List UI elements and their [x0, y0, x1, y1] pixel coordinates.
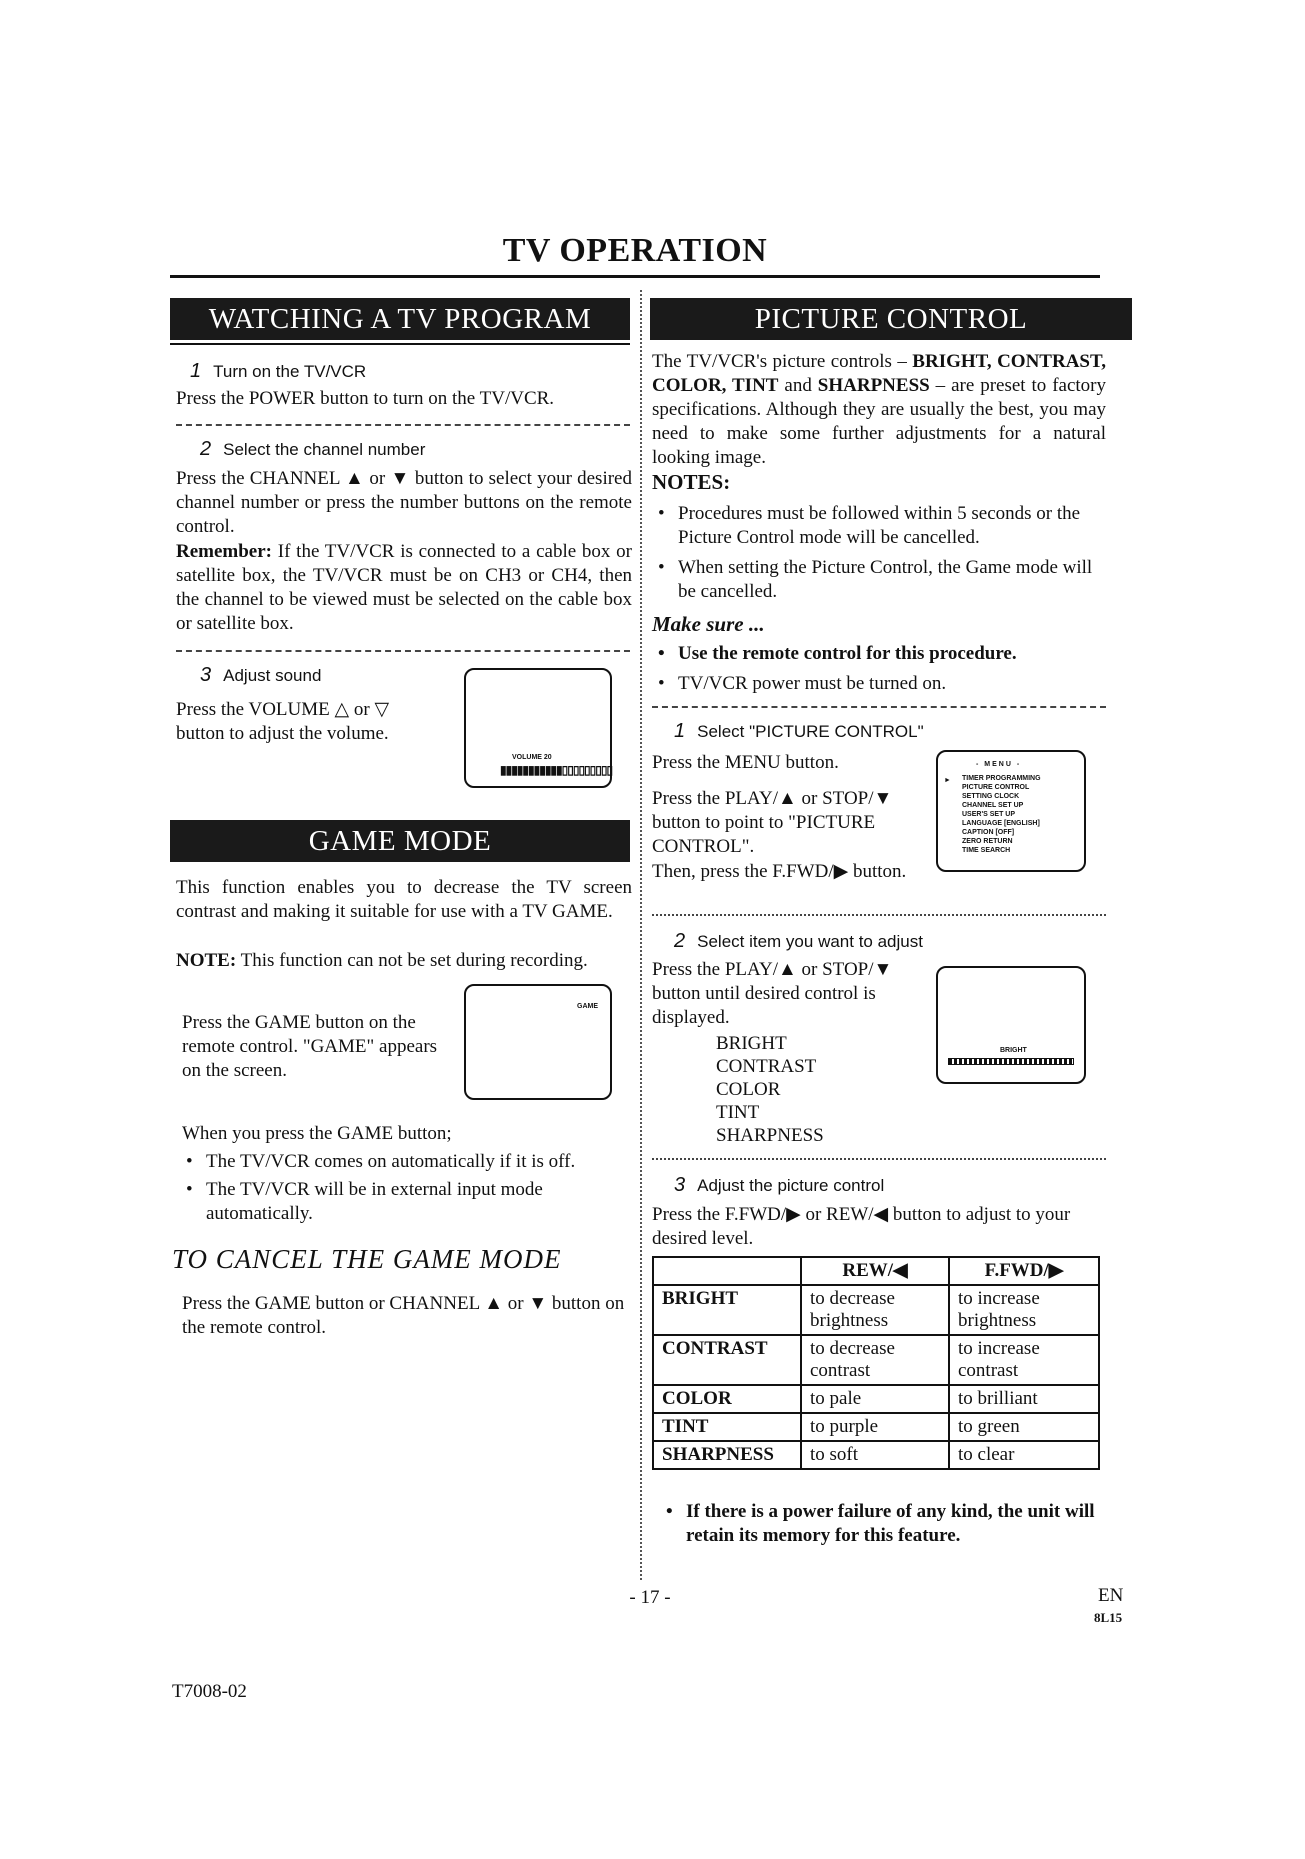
title-rule	[170, 275, 1100, 278]
volume-value: 20	[543, 754, 552, 761]
table-row	[653, 1285, 1099, 1335]
makesure-heading: Make sure ...	[652, 612, 765, 636]
list-item: CONTRAST	[716, 1056, 817, 1077]
language-code: EN	[1098, 1585, 1124, 1606]
note-text: This function can not be set during recording.	[236, 950, 588, 971]
step-number: 2	[674, 930, 686, 952]
notes-heading: NOTES:	[652, 470, 731, 494]
game-when-text: When you press the GAME button;	[182, 1123, 452, 1144]
table-cell: COLOR	[653, 1385, 801, 1413]
notes-list	[652, 502, 1106, 604]
volume-label: VOLUME	[512, 754, 542, 761]
table-cell: to decrease brightness	[801, 1285, 949, 1335]
picture-step3-heading	[674, 1174, 884, 1197]
table-row	[653, 1413, 1099, 1441]
intro-text: – are preset to factory specifications. Although they are usually the best, you may need to make some further adjustments for a natural looking image.	[652, 375, 1106, 468]
menu-item: USER'S SET UP	[962, 811, 1016, 818]
step-number: 1	[190, 360, 202, 382]
menu-item: TIMER PROGRAMMING	[962, 775, 1041, 782]
table-header: F.FWD/▶	[949, 1257, 1099, 1285]
menu-item: CHANNEL SET UP	[962, 802, 1024, 809]
picture-step2-text: Press the PLAY/▲ or STOP/▼ button until desired control is displayed.	[652, 959, 893, 1028]
adjust-screen-label: BRIGHT	[1000, 1047, 1027, 1054]
step-title: Select the channel number	[223, 440, 426, 459]
list-item: SHARPNESS	[716, 1125, 824, 1146]
volume-bar: ▮▮▮▮▮▮▮▮▮▮▮▯▯▯▯▯▯▯▯▯	[500, 763, 613, 777]
picture-step1-line2: Press the PLAY/▲ or STOP/▼ button to point to "PICTURE CONTROL".	[652, 788, 893, 857]
table-cell: to green	[949, 1413, 1099, 1441]
makesure-list	[652, 642, 1106, 696]
step-title: Turn on the TV/VCR	[213, 362, 367, 381]
picture-step2-heading	[674, 930, 923, 953]
volume-screen	[464, 668, 612, 788]
picture-step1-heading	[674, 720, 924, 743]
step-separator	[176, 424, 630, 426]
model-code: 8L15	[1094, 1610, 1123, 1625]
watching-step1-text: Press the POWER button to turn on the TV/VCR.	[176, 388, 555, 409]
cancel-heading: TO CANCEL THE GAME MODE	[172, 1244, 562, 1274]
table-cell: CONTRAST	[653, 1335, 801, 1385]
game-intro: This function enables you to decrease the TV screen contrast and making it suitable for use with a TV GAME.	[176, 877, 632, 922]
menu-list	[962, 774, 1041, 855]
footer-note	[660, 1500, 1120, 1548]
table-cell: SHARPNESS	[653, 1441, 801, 1469]
table-cell: to purple	[801, 1413, 949, 1441]
game-press-text: Press the GAME button on the remote control. "GAME" appears on the screen.	[182, 1012, 438, 1081]
watching-remember	[176, 540, 632, 636]
picture-step3-text: Press the F.FWD/▶ or REW/◀ button to adjust to your desired level.	[652, 1204, 1071, 1249]
table-cell: to increase contrast	[949, 1335, 1099, 1385]
step-title: Select item you want to adjust	[697, 932, 923, 951]
table-row	[653, 1385, 1099, 1413]
watching-step2-heading	[200, 438, 425, 461]
page-title: TV OPERATION	[502, 232, 768, 269]
table-cell: to brilliant	[949, 1385, 1099, 1413]
list-item: • The TV/VCR will be in external input mode automatically.	[180, 1178, 630, 1226]
list-item: • When setting the Picture Control, the Game mode will be cancelled.	[652, 556, 1106, 604]
document-code: T7008-02	[172, 1681, 247, 1702]
game-note	[176, 949, 632, 973]
column-divider	[640, 290, 642, 1580]
step-number: 1	[674, 720, 686, 742]
intro-text: The TV/VCR's picture controls –	[652, 351, 913, 372]
menu-screen	[936, 750, 1086, 872]
list-item: TINT	[716, 1102, 760, 1123]
step-number: 3	[674, 1174, 686, 1196]
step-separator	[652, 1158, 1106, 1160]
list-item: • Procedures must be followed within 5 seconds or the Picture Control mode will be cancelled.	[652, 502, 1106, 550]
table-cell: to pale	[801, 1385, 949, 1413]
intro-bold: BRIGHT, CONTRAST, COLOR, TINT	[652, 351, 1106, 396]
table-cell: to increase brightness	[949, 1285, 1099, 1335]
table-cell: BRIGHT	[653, 1285, 801, 1335]
table-row	[653, 1441, 1099, 1469]
picture-step1-line1: Press the MENU button.	[652, 752, 839, 773]
watching-step3-heading	[200, 664, 321, 687]
game-screen	[464, 984, 612, 1100]
menu-item: SETTING CLOCK	[962, 793, 1020, 800]
table-cell: to soft	[801, 1441, 949, 1469]
game-banner: GAME MODE	[170, 820, 630, 862]
page-number: - 17 -	[629, 1587, 671, 1608]
menu-title: - MENU -	[976, 761, 1022, 768]
menu-item: LANGUAGE [ENGLISH]	[962, 820, 1040, 827]
picture-banner: PICTURE CONTROL	[650, 298, 1132, 340]
game-screen-label: GAME	[577, 1003, 598, 1010]
adjust-screen	[936, 966, 1086, 1084]
step-separator	[176, 650, 630, 652]
picture-step1-line3: Then, press the F.FWD/▶ button.	[652, 861, 907, 882]
menu-item: TIME SEARCH	[962, 847, 1011, 854]
step-title: Select "PICTURE CONTROL"	[697, 722, 924, 741]
menu-item: ZERO RETURN	[962, 838, 1013, 845]
adjust-table	[652, 1256, 1100, 1470]
menu-item: PICTURE CONTROL	[962, 784, 1030, 791]
watching-step1-heading	[190, 360, 366, 383]
menu-pointer: ►	[944, 777, 951, 784]
menu-item: CAPTION [OFF]	[962, 829, 1015, 836]
table-row	[653, 1335, 1099, 1385]
intro-bold: SHARPNESS	[817, 375, 930, 396]
table-header-row	[653, 1257, 1099, 1285]
watching-step3-text: Press the VOLUME △ or ▽ button to adjust the volume.	[176, 699, 390, 744]
table-header	[653, 1257, 801, 1285]
intro-text: and	[778, 375, 818, 396]
list-item: • TV/VCR power must be turned on.	[652, 672, 1106, 696]
adjust-level-bar	[948, 1058, 1074, 1065]
step-separator	[652, 914, 1106, 916]
list-item: BRIGHT	[716, 1033, 787, 1054]
step-title: Adjust the picture control	[697, 1176, 885, 1195]
game-bullets	[180, 1150, 630, 1226]
cancel-text: Press the GAME button or CHANNEL ▲ or ▼ button on the remote control.	[182, 1293, 625, 1338]
table-header: REW/◀	[801, 1257, 949, 1285]
step-number: 3	[200, 664, 212, 686]
table-cell: to clear	[949, 1441, 1099, 1469]
list-item: COLOR	[716, 1079, 781, 1100]
list-item: • Use the remote control for this procedure.	[652, 642, 1106, 666]
remember-label: Remember:	[176, 541, 273, 562]
remember-text: If the TV/VCR is connected to a cable box or satellite box, the TV/VCR must be on CH3 or CH4, then the channel to be viewed must be selected on the cable box or satellite box.	[176, 541, 632, 634]
list-item: • If there is a power failure of any kind, the unit will retain its memory for this feature.	[660, 1500, 1120, 1548]
step-separator	[652, 706, 1106, 708]
table-cell: TINT	[653, 1413, 801, 1441]
note-label: NOTE:	[176, 950, 237, 971]
watching-step2-text: Press the CHANNEL ▲ or ▼ button to select your desired channel number or press the number buttons on the remote control.	[176, 468, 632, 537]
watching-banner: WATCHING A TV PROGRAM	[170, 298, 630, 340]
step-title: Adjust sound	[223, 666, 322, 685]
picture-items-list	[716, 1032, 824, 1147]
step-number: 2	[200, 438, 212, 460]
table-cell: to decrease contrast	[801, 1335, 949, 1385]
section-rule	[170, 343, 630, 345]
picture-intro	[652, 350, 1106, 470]
list-item: • The TV/VCR comes on automatically if it is off.	[180, 1150, 630, 1174]
